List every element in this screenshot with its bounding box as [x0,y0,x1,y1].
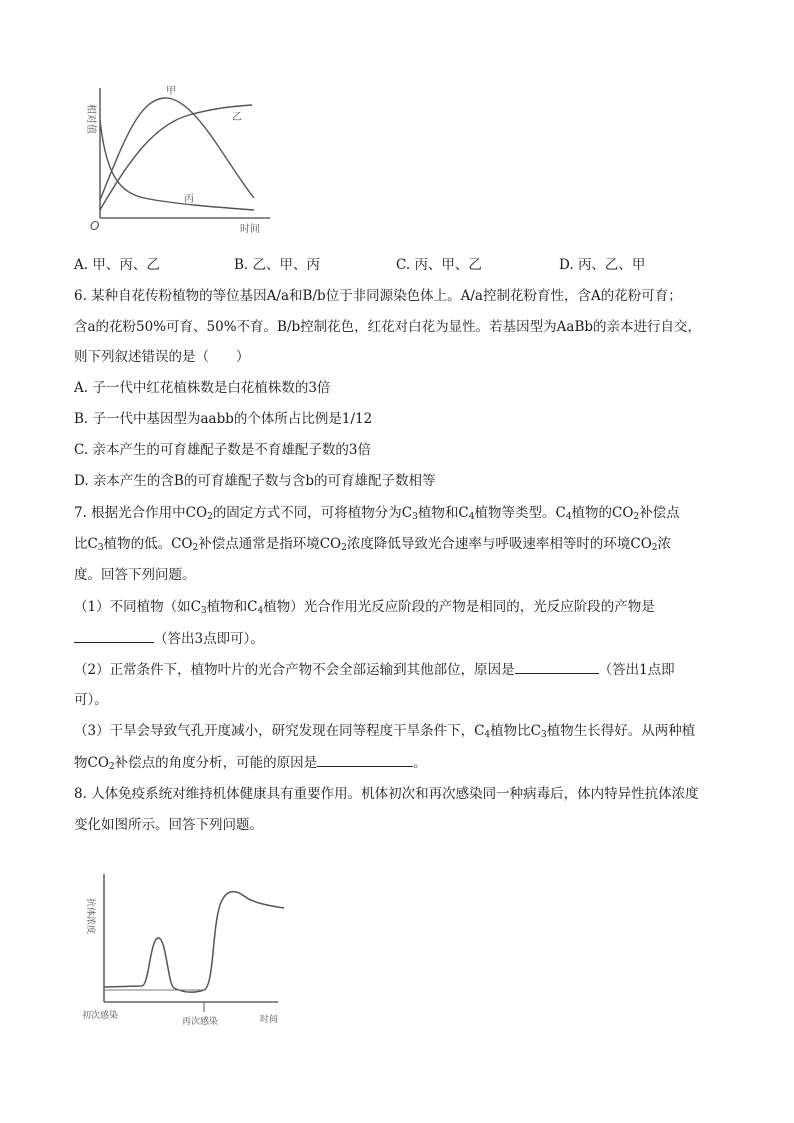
q7-text: 植物的低。CO [103,536,193,552]
q7-text: 补偿点的角度分析，可能的原因是 [114,755,318,771]
label-first-infection: 初次感染 [82,1011,119,1021]
sub-3: 3 [541,730,547,740]
curve-yi [100,105,252,210]
q7-text: 植物和C [417,505,469,521]
q5-option-b[interactable] [234,255,320,275]
q5-option-a-label: A. [74,257,89,273]
q7-part-1-line-2 [74,628,264,649]
q5-option-d-text: 丙、乙、甲 [577,257,646,273]
q7-text: 植物生长得好。从两种植 [546,723,696,739]
q5-option-c[interactable] [396,255,482,275]
q7-text: 的固定方式不同，可将植物分为C [212,505,413,521]
sub-3: 3 [412,512,418,522]
antibody-curve [104,892,284,993]
curve-label-jia: 甲 [166,86,176,97]
q7-text: 7. 根据光合作用中CO [74,505,208,521]
q7-part-1-line-1 [74,597,655,617]
sub-3: 3 [200,606,207,616]
q7-text: 植物的CO [571,505,634,521]
q6-stem-line-3: 则下列叙述错误的是（ ） [74,349,250,365]
q7-text: （答出1点即 [598,662,675,678]
q5-option-a[interactable] [74,255,160,275]
sub-4: 4 [257,606,264,616]
q7-stem-line-2 [74,534,671,554]
figure2-xlabel: 时间 [260,1015,279,1025]
answer-blank-1[interactable] [74,628,154,643]
q7-text: （答出3点即可）。 [154,631,264,647]
answer-blank-2[interactable] [515,659,599,674]
q7-text: 植物）光合作用光反应阶段的产物是相同的，光反应阶段的产物是 [263,599,655,615]
q7-text: 植物比C [490,723,541,739]
q7-part-3-line-2 [74,752,427,773]
q7-text: 补偿点 [639,505,680,521]
q7-text: 植物等类型。C [474,505,566,521]
sub-2: 2 [651,543,658,553]
q7-text: （1）不同植物（如C [74,599,201,615]
sub-3: 3 [97,543,104,553]
q7-text: 比C [74,536,98,552]
q7-text: 。 [413,755,427,771]
answer-blank-3[interactable] [317,752,413,767]
q5-option-c-text: 丙、甲、乙 [414,257,482,273]
figure1-origin: O [90,219,100,233]
q7-text: 浓 [657,536,671,552]
q7-text: 补偿点通常是指环境CO [198,536,342,552]
sub-4: 4 [484,730,491,740]
q7-text: 植物和C [206,599,258,615]
curve-label-bing: 丙 [184,194,194,205]
q7-text: 浓度降低导致光合速率与呼吸速率相等时的环境CO [346,536,652,552]
q6-option-a[interactable]: A. 子一代中红花植株数是白花植株数的3倍 [74,380,331,396]
sub-2: 2 [108,762,115,772]
q7-part-2-line-2: 可）。 [74,692,108,708]
q8-stem-line-1: 8. 人体免疫系统对维持机体健康具有重要作用。机体初次和再次感染同一种病毒后，体内特异性抗体浓度 [74,786,699,802]
figure1-xlabel: 时间 [240,224,260,235]
q7-stem-line-3: 度。回答下列问题。 [74,567,196,583]
sub-4: 4 [468,512,475,522]
q7-text: （3）干旱会导致气孔开度减小，研究发现在同等程度干旱条件下，C [74,723,485,739]
figure-antibody-concentration [74,860,294,1030]
q5-option-d[interactable] [559,255,645,275]
q5-option-a-text: 甲、丙、乙 [92,257,160,273]
curve-label-yi: 乙 [232,112,242,123]
q8-stem-line-2: 变化如图所示。回答下列问题。 [74,817,263,833]
figure-relative-value-curves [74,80,284,240]
label-second-infection: 再次感染 [182,1017,219,1027]
q5-option-d-label: D. [559,257,574,273]
figure2-ylabel: 抗体浓度 [85,898,95,935]
q6-stem-line-1: 6. 某种自花传粉植物的等位基因A/a和B/b位于非同源染色体上。A/a控制花粉育性，含A的花粉可育； [74,288,682,304]
sub-2: 2 [633,512,640,522]
sub-2: 2 [207,512,213,522]
q6-option-b[interactable]: B. 子一代中基因型为aabb的个体所占比例是1/12 [74,411,373,427]
q6-option-d[interactable]: D. 亲本产生的含B的可育雄配子数与含b的可育雄配子数相等 [74,473,436,489]
q7-text: （2）正常条件下，植物叶片的光合产物不会全部运输到其他部位，原因是 [74,662,515,678]
q5-option-b-label: B. [234,257,249,273]
q7-part-3-line-1 [74,721,695,741]
q6-stem-line-2: 含a的花粉50%可育、50%不育。B/b控制花色，红花对白花为显性。若基因型为AaBb的亲本进行自交， [74,319,702,335]
sub-2: 2 [341,543,347,553]
q6-option-c[interactable]: C. 亲本产生的可育雄配子数是不育雄配子数的3倍 [74,442,372,458]
q5-option-c-label: C. [396,257,411,273]
sub-4: 4 [565,512,572,522]
sub-2: 2 [192,543,199,553]
q5-option-b-text: 乙、甲、丙 [252,257,321,273]
q7-part-2-line-1 [74,659,675,680]
figure1-ylabel: 相对值 [85,104,96,134]
q7-stem-line-1 [74,503,680,523]
curve-jia [100,98,254,200]
q7-text: 物CO [74,755,109,771]
